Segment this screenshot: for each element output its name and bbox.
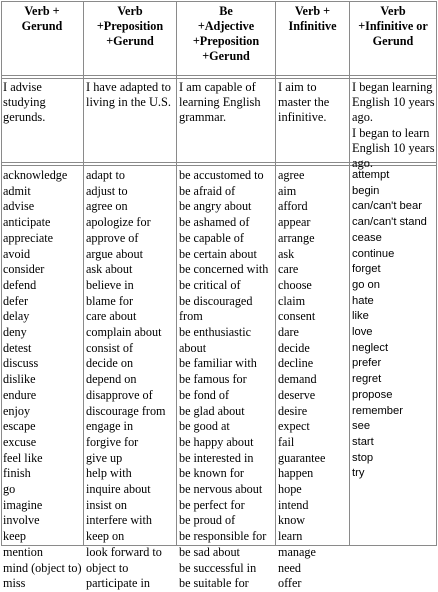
verb-item: involve	[3, 513, 40, 528]
verb-item: consider	[3, 262, 45, 277]
example-verb-preposition-gerund	[86, 80, 171, 110]
example-line: English 10 years	[352, 140, 435, 155]
verb-item: hope	[278, 482, 302, 497]
verb-item: see	[352, 420, 371, 433]
verb-item: afford	[278, 199, 308, 214]
verb-item: delay	[3, 309, 30, 324]
verb-item: help with	[86, 466, 132, 481]
verb-item: argue about	[86, 246, 143, 261]
verb-item: adjust to	[86, 183, 128, 198]
header-divider	[1, 75, 437, 76]
verb-item: neglect	[352, 341, 389, 354]
verb-item: participate in	[86, 576, 150, 591]
example-line: gerunds.	[3, 110, 46, 125]
verb-item: insist on	[86, 497, 127, 512]
example-line: grammar.	[179, 110, 227, 125]
verb-item: agree	[278, 168, 305, 182]
verb-item: choose	[278, 277, 312, 292]
verb-item: approve of	[86, 230, 139, 245]
verb-item: keep on	[86, 529, 125, 544]
verb-item: detest	[3, 340, 32, 355]
verb-item: regret	[352, 373, 382, 386]
verb-item: be proud of	[179, 513, 236, 528]
verb-item: ask	[278, 246, 295, 261]
verb-item: be nervous about	[179, 482, 263, 497]
verb-item: desire	[278, 403, 308, 418]
column-header-verb-infinitive: Verb + Infinitive	[288, 4, 337, 33]
verb-item: advise	[3, 199, 35, 214]
verb-item: imagine	[3, 497, 43, 512]
example-line: I advise	[3, 80, 42, 94]
verb-item: complain about	[86, 325, 162, 340]
verb-item: begin	[352, 184, 380, 197]
verb-item: like	[352, 310, 369, 323]
verb-item: learn	[278, 529, 303, 544]
verb-item: enjoy	[3, 403, 31, 418]
example-line: I aim to	[278, 80, 317, 94]
verb-item: defend	[3, 277, 37, 292]
verb-item: admit	[3, 183, 31, 198]
verb-item: can/can't stand	[352, 216, 427, 229]
example-line: I began learning	[352, 80, 433, 94]
example-line: master the	[278, 95, 330, 110]
verb-item: about	[179, 340, 207, 355]
verb-item: manage	[278, 544, 316, 559]
verb-item: claim	[278, 293, 306, 308]
verb-item: attempt	[352, 169, 390, 181]
verb-item: start	[352, 435, 374, 448]
verb-item: be responsible for	[179, 529, 267, 544]
verb-item: depend on	[86, 372, 137, 387]
example-line: English 10 years	[352, 95, 435, 110]
verb-item: defer	[3, 293, 29, 308]
verb-item: be capable of	[179, 230, 244, 245]
verb-item: consist of	[86, 340, 134, 355]
verb-item: intend	[278, 497, 309, 512]
verb-item: remember	[352, 404, 403, 417]
verb-item: be successful in	[179, 560, 257, 575]
verb-item: be fond of	[179, 387, 230, 402]
verb-item: be perfect for	[179, 497, 245, 512]
verb-item: decide	[278, 340, 310, 355]
verb-item: escape	[3, 419, 36, 434]
verb-item: aim	[278, 183, 297, 198]
verb-item: object to	[86, 560, 129, 575]
verb-item: be interested in	[179, 450, 254, 465]
verb-item: dare	[278, 325, 299, 340]
example-line: I have adapted to	[86, 80, 171, 94]
verb-item: go on	[352, 278, 380, 291]
verb-item: need	[278, 560, 302, 575]
verb-item: acknowledge	[3, 168, 68, 182]
verb-item: be certain about	[179, 246, 257, 261]
verb-item: anticipate	[3, 215, 51, 230]
verb-item: interfere with	[86, 513, 152, 528]
verb-item: decline	[278, 356, 314, 371]
verb-item: keep	[3, 529, 27, 544]
verb-item: be suitable for	[179, 576, 249, 591]
verb-item: from	[179, 309, 203, 324]
verb-item: propose	[352, 388, 393, 401]
verb-item: continue	[352, 247, 395, 260]
table-border-top	[1, 1, 437, 2]
verb-item: ask about	[86, 262, 133, 277]
verb-item: prefer	[352, 357, 382, 370]
verb-item: endure	[3, 387, 37, 402]
verb-item: know	[278, 513, 306, 528]
example-line: I am capable of	[179, 80, 256, 94]
verb-item: deserve	[278, 387, 316, 402]
example-line: I began to learn	[352, 125, 430, 140]
verb-item: blame for	[86, 293, 134, 308]
verb-item: be critical of	[179, 277, 241, 292]
verb-item: be familiar with	[179, 356, 257, 371]
verb-item: engage in	[86, 419, 134, 434]
verb-item: expect	[278, 419, 310, 434]
verb-item: forget	[352, 263, 381, 276]
verb-item: care about	[86, 309, 137, 324]
verb-item: appreciate	[3, 230, 54, 245]
column-header-be-adjective-preposition-gerund: Be +Adjective +Preposition +Gerund	[192, 4, 260, 63]
verb-item: discuss	[3, 356, 39, 371]
example-verb-infinitive-or-gerund	[352, 80, 435, 171]
verb-item: consent	[278, 309, 316, 324]
verb-item: be discouraged	[179, 293, 253, 308]
verb-item: feel like	[3, 450, 43, 465]
verb-item: mind (object to)	[3, 560, 82, 575]
column-header-verb-preposition-gerund: Verb +Preposition +Gerund	[96, 4, 164, 48]
verb-item: be glad about	[179, 403, 245, 418]
verb-item: mention	[3, 544, 43, 559]
verb-item: discourage from	[86, 403, 166, 418]
verb-item: appear	[278, 215, 311, 230]
verb-item: be sad about	[179, 544, 240, 559]
column-divider-4	[349, 1, 350, 546]
verb-item: disapprove of	[86, 387, 153, 402]
example-line: ago.	[352, 110, 373, 125]
table-border-left	[1, 1, 2, 546]
verb-item: be famous for	[179, 372, 247, 387]
verb-item: offer	[278, 576, 302, 591]
column-divider-3	[275, 1, 276, 546]
verb-item: be accustomed to	[179, 168, 264, 182]
verb-item: demand	[278, 372, 317, 387]
verb-list	[3, 168, 82, 592]
column-divider-1	[83, 1, 84, 546]
verb-item: apologize for	[86, 215, 151, 230]
table-border-right	[436, 1, 437, 546]
grammar-table	[1, 1, 437, 591]
verb-item: excuse	[3, 434, 37, 449]
verb-item: be ashamed of	[179, 215, 250, 230]
verb-item: stop	[352, 451, 374, 464]
example-be-adjective-preposition-gerund	[179, 80, 261, 126]
verb-item: love	[352, 326, 373, 339]
verb-item: be afraid of	[179, 183, 236, 198]
verb-list	[179, 168, 268, 592]
column-header-verb-infinitive-or-gerund: Verb +Infinitive or Gerund	[358, 4, 428, 48]
verb-item: give up	[86, 450, 123, 465]
verb-item: go	[3, 482, 16, 497]
example-line: studying	[3, 95, 46, 110]
verb-item: finish	[3, 466, 31, 481]
verb-item: miss	[3, 576, 26, 591]
verb-item: believe in	[86, 277, 134, 292]
header-divider-2	[1, 78, 437, 79]
verb-list	[86, 168, 166, 592]
verb-item: fail	[278, 434, 295, 449]
verb-item: decide on	[86, 356, 134, 371]
example-line: ago.	[352, 156, 373, 171]
verb-item: can/can't bear	[352, 200, 422, 213]
verb-item: adapt to	[86, 168, 125, 182]
verb-item: be good at	[179, 419, 230, 434]
verb-item: dislike	[3, 372, 36, 387]
verb-list	[352, 168, 427, 482]
verb-item: be happy about	[179, 434, 254, 449]
column-header-verb-gerund: Verb + Gerund	[21, 4, 63, 33]
verb-item: be known for	[179, 466, 244, 481]
verb-item: inquire about	[86, 482, 151, 497]
example-line: living in the U.S.	[86, 95, 172, 110]
verb-item: be concerned with	[179, 262, 269, 277]
verb-item: hate	[352, 294, 374, 307]
verb-item: avoid	[3, 246, 31, 261]
verb-item: happen	[278, 466, 314, 481]
verb-item: look forward to	[86, 544, 162, 559]
example-verb-gerund	[3, 80, 46, 126]
verb-list	[278, 168, 325, 592]
verb-item: deny	[3, 325, 27, 340]
verb-item: try	[352, 467, 365, 480]
verb-item: arrange	[278, 230, 315, 245]
verb-item: agree on	[86, 199, 128, 214]
verb-item: be enthusiastic	[179, 325, 252, 340]
example-line: infinitive.	[278, 110, 327, 125]
verb-item: guarantee	[278, 450, 326, 465]
verb-item: care	[278, 262, 299, 277]
verb-item: forgive for	[86, 434, 139, 449]
verb-item: be angry about	[179, 199, 252, 214]
example-line: learning English	[179, 95, 261, 110]
example-verb-infinitive	[278, 80, 329, 126]
column-divider-2	[176, 1, 177, 546]
verb-item: cease	[352, 231, 382, 244]
